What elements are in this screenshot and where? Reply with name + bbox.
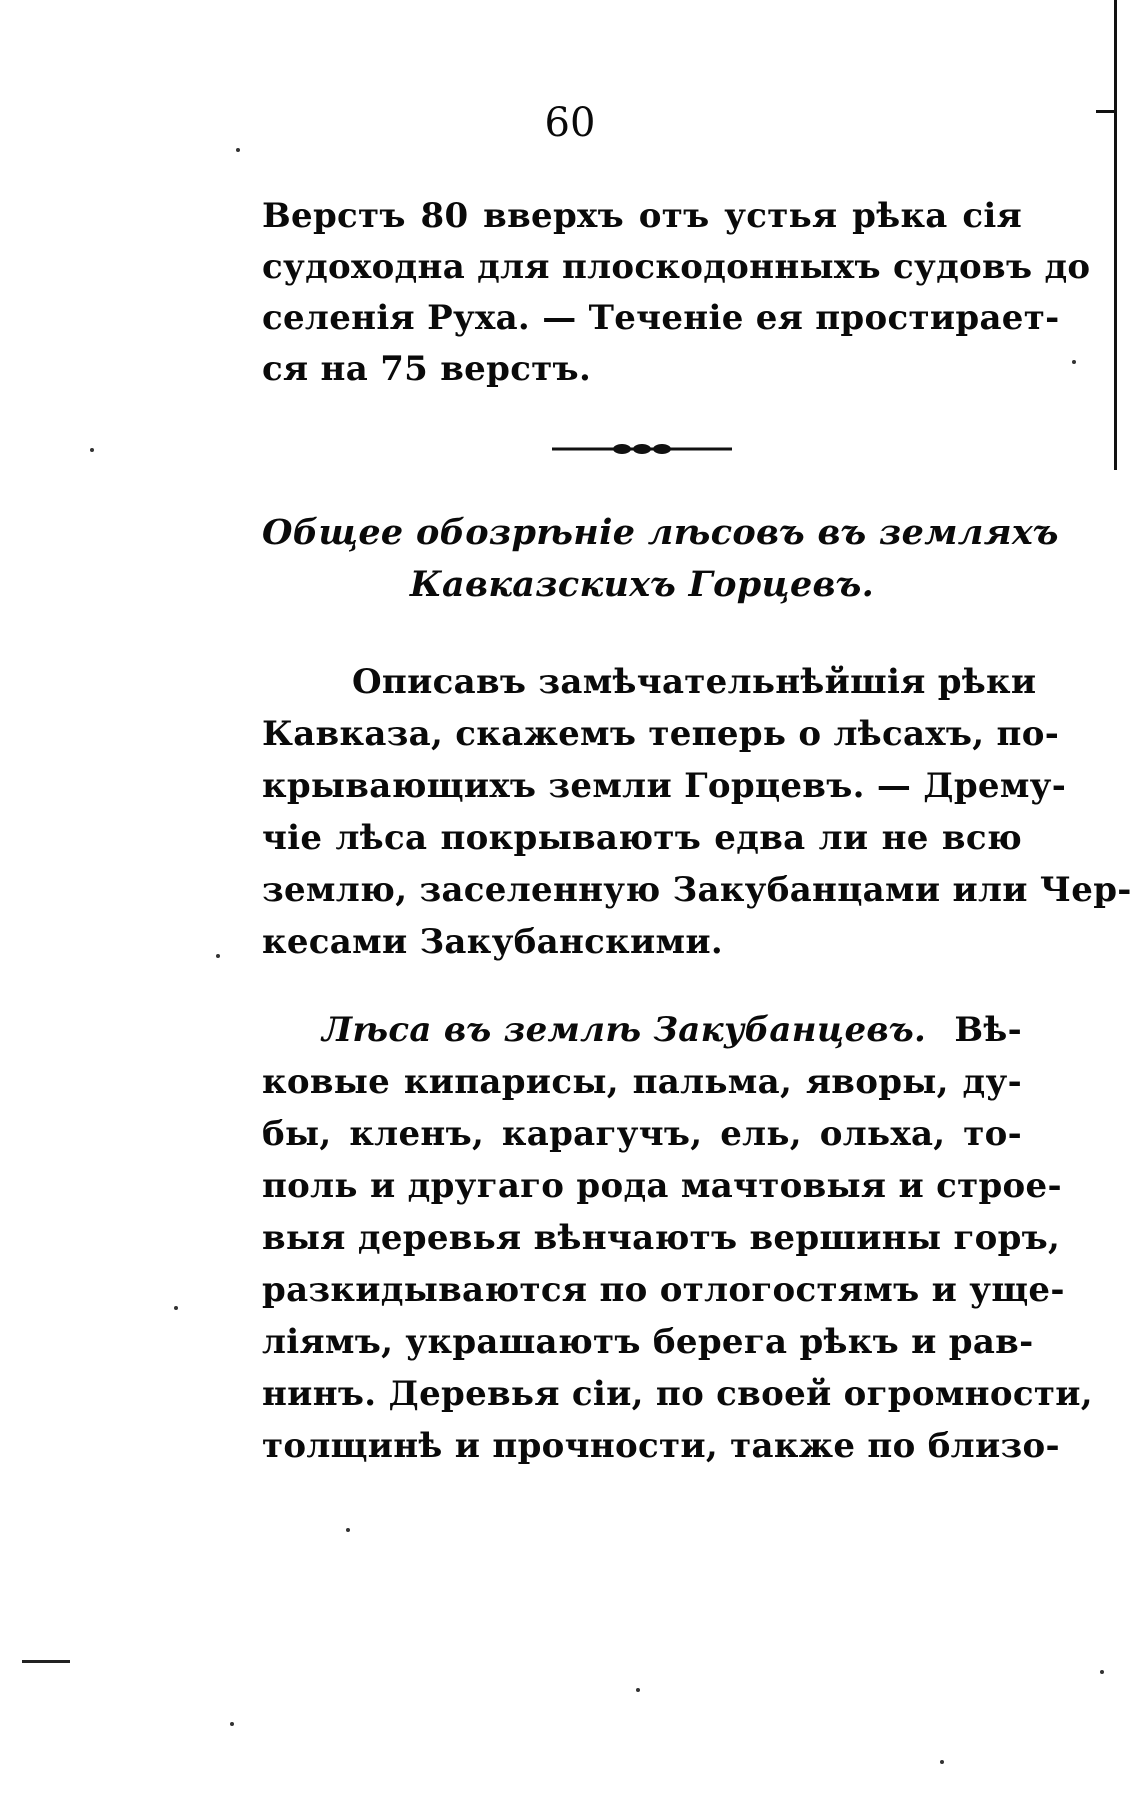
paragraph3-line-7: ліямъ, украшаютъ берега рѣкъ и рав- [262, 1322, 1034, 1362]
paragraph1-line-2: судоходна для плоскодонныхъ судовъ до [262, 247, 1091, 287]
paragraph1-line-3: селенія Руха. — Теченіе ея простирает- [262, 298, 1060, 338]
paragraph2-line-4: чіе лѣса покрываютъ едва ли не всю [262, 818, 1022, 858]
paragraph2-line-1: Описавъ замѣчательнѣйшія рѣки [352, 662, 1037, 702]
section-heading-line-2: Кавказскихъ Горцевъ. [409, 564, 875, 605]
scan-speck [346, 1528, 350, 1532]
scan-speck [90, 448, 94, 452]
ornament-divider [552, 442, 732, 456]
paragraph3-lead-rest: Вѣ- [954, 1010, 1022, 1050]
paragraph3-italic-lead: Лѣса въ землѣ Закубанцевъ. [322, 1010, 927, 1050]
scan-speck [174, 1306, 178, 1310]
paragraph3-line-8: нинъ. Деревья сіи, по своей огромности, [262, 1374, 1093, 1414]
paragraph3-line-3: бы, кленъ, карагучъ, ель, ольха, то- [262, 1114, 1022, 1154]
paragraph3-line-6: разкидываются по отлогостямъ и уще- [262, 1270, 1065, 1310]
scan-speck [1072, 360, 1076, 364]
page-edge-rule [1114, 0, 1117, 470]
scan-speck [216, 954, 220, 958]
paragraph1-line-1: Верстъ 80 вверхъ отъ устья рѣка сія [262, 196, 1022, 236]
paragraph3-line-2: ковые кипарисы, пальма, яворы, ду- [262, 1062, 1022, 1102]
page-number: 60 [544, 100, 596, 146]
margin-dash [22, 1660, 70, 1663]
paragraph2-line-3: крывающихъ земли Горцевъ. — Дрему- [262, 766, 1067, 806]
paragraph3-line-9: толщинѣ и прочности, также по близо- [262, 1426, 1060, 1466]
section-heading-line-1: Общее обозрѣніе лѣсовъ въ земляхъ [262, 512, 1059, 553]
paragraph3-line-5: выя деревья вѣнчаютъ вершины горъ, [262, 1218, 1061, 1258]
paragraph2-line-2: Кавказа, скажемъ теперь о лѣсахъ, по- [262, 714, 1060, 754]
paragraph2-line-5: землю, заселенную Закубанцами или Чер- [262, 870, 1132, 910]
scan-speck [940, 1760, 944, 1764]
paragraph1-line-4: ся на 75 верстъ. [262, 349, 592, 389]
scan-speck [1100, 1670, 1104, 1674]
paragraph3-line-1 [322, 1010, 1022, 1050]
scan-speck [230, 1722, 234, 1726]
scan-speck [236, 148, 240, 152]
paragraph3-line-4: поль и другаго рода мачтовыя и строе- [262, 1166, 1062, 1206]
scan-speck [636, 1688, 640, 1692]
paragraph2-line-6: кесами Закубанскими. [262, 922, 724, 962]
